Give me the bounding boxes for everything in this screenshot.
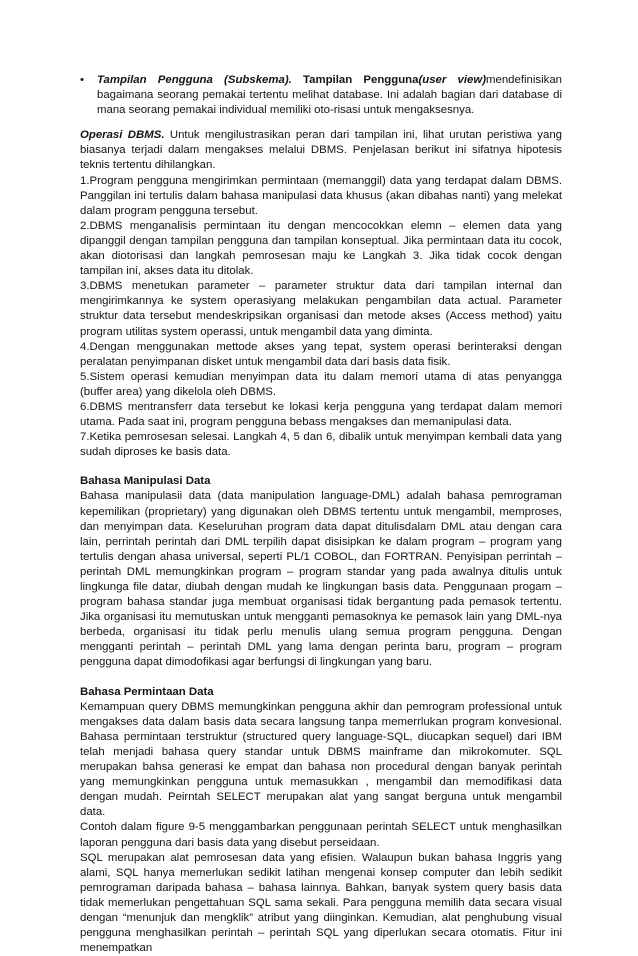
operasi-step-4: 4.Dengan menggunakan mettode akses yang tepat, system operasi berinteraksi dengan peralatan penyimpanan disket untuk mengambil data dari basis data fisik. — [80, 340, 562, 368]
operasi-step-5: 5.Sistem operasi kemudian menyimpan data itu dalam memori utama di atas penyangga (buffer area) yang dikelola oleh DBMS. — [80, 370, 562, 398]
bullet-item — [80, 73, 562, 118]
operasi-intro-paragraph — [80, 128, 562, 173]
query-paragraph-2: Contoh dalam figure 9-5 menggambarkan penggunaan perintah SELECT untuk menghasilkan laporan pengguna dari basis data yang disebut perseidaan. — [80, 821, 562, 849]
bullet-term-secondary: Tampilan Pengguna — [303, 74, 419, 86]
operasi-step-6: 6.DBMS mentransferr data tersebut ke lokasi kerja pengguna yang terdapat dalam memori utama. Pada saat ini, program pengguna bebass mengakses dan memanipulasi data. — [80, 400, 562, 429]
operasi-title: Operasi DBMS. — [80, 129, 165, 142]
operasi-step-2: 2.DBMS menganalisis permintaan itu dengan mencocokkan elemn – elemen data yang dipanggil dengan tampilan pengguna dan tampilan konseptual. Jika permintaan data itu cocok, akan diotorisasi dan langkah pemrosesan maju ke Langkah 3. Jika tidak cocok dengan tampilan ini, akses data itu ditolak. — [80, 219, 562, 278]
dml-paragraph: Bahasa manipulasii data (data manipulation language-DML) adalah bahasa pemrograman kepemilikan (proprietary) yang digunakan oleh DBMS tertentu untuk mengambil, memproses, dan menyimpan data. Keseluruhan program data dapat ditulisdalam DML atau dengan cara lain, perrintah perintah dari DML terpilih dapat disisipkan ke dalam program – program yang tertulis dengan ahasa universal, seperti PL/1 COBOL, dan FORTRAN. Penyisipan perrintah – perintah DML memungkinkan program – program standar yang pada awalnya ditulis untuk lingkunga file datar, diubah dengan mudah ke lingkungan basis data. Penggunaan progam – program bahasa standar juga membuat organisasi tidak bergantung pada pemasok tertentu. Jika organisasi itu memutuskan untuk mengganti pemasoknya ke pemasok lain yang DML-nya berbeda, organisasi itu tidak perlu menulis ulang semua program pengguna. Dengan mengganti perintah – perintah DML yang lama dengan perinta baru, program – program pengguna dapat dimodofikasi agar berfungsi di lingkungan yang baru. — [80, 490, 562, 669]
bullet-marker: • — [80, 74, 84, 86]
query-paragraph-3: SQL merupakan alat pemrosesan data yang efisien. Walaupun bukan bahasa Inggris yang alami, SQL hanya memerlukan sedikit latihan mengenai konsep computer dan lebih sedikit pemrograman daripada bahasa – bahasa lainnya. Bahkan, banyak system query basis data tidak memerlukan pengettahuan SQL sama sekali. Para pengguna memilih data secara visual dengan “menunjuk dan mengklik” atribut yang diinginkan. Kemudian, alat penghubung visual pengguna menghasilkan perintah – perintah SQL yang diperlukan secara otomatis. Fitur ini menempatkan — [80, 851, 562, 955]
dml-heading: Bahasa Manipulasi Data — [80, 475, 211, 488]
operasi-intro: Untuk mengilustrasikan peran dari tampilan ini, lihat urutan peristiwa yang biasanya terjadi dalam mengakses melalui DBMS. Penjelasan berikut ini sifatnya hipotesis teknis tertentu dihilangkan. — [80, 129, 562, 172]
document-page — [80, 73, 562, 956]
operasi-step-7: 7.Ketika pemrosesan selesai. Langkah 4, 5 dan 6, dibalik untuk menyimpan kembali data yang sudah diproses ke basis data. — [80, 431, 562, 459]
operasi-step-3: 3.DBMS menetukan parameter – parameter struktur data dari tampilan internal dan mengirimkannya ke system operasiyang melakukan pengambilan data actual. Parameter struktur data tersebut mendeskripsikan organisasi dan metode akses (Access method) yaitu program utilitas system operassi, untuk mengambil data yang diminta. — [80, 280, 562, 338]
bullet-text: mendefinisikan bagaimana seorang pemakai tertentu melihat database. Ini adalah bagian dari database di mana seorang pemakai individual memiliki oto-risasi untuk mengaksesnya. — [97, 74, 562, 117]
query-paragraph-1: Kemampuan query DBMS memungkinkan pengguna akhir dan pemrogram professional untuk mengakses data dalam basis data secara langsung tanpa memerrlukan program konvesional. Bahasa permintaan terstruktur (structured query language-SQL, diucapkan sequel) dari IBM telah menjadi bahasa query standar untuk DBMS mainframe dan mikrokomuter. SQL merupakan bahsa generasi ke empat dan bahasa non procedural dengan banyak perintah yang memungkinkan pengguna untuk memasukkan , mengambil dan memodifikasi data dengan mudah. Peirntah SELECT merupakan alat yang sangat berguna untuk mengambil data. — [80, 700, 562, 819]
bullet-term-english: (user view) — [418, 74, 487, 86]
query-heading: Bahasa Permintaan Data — [80, 685, 214, 698]
bullet-term: Tampilan Pengguna (Subskema). — [97, 74, 292, 86]
operasi-step-1: 1.Program pengguna mengirimkan permintaan (memanggil) data yang terdapat dalam DBMS. Panggilan ini tertulis dalam bahasa manipulasi data khusus (akan dibahas nanti) yang melekat dalam program pengguna tersebut. — [80, 174, 562, 217]
